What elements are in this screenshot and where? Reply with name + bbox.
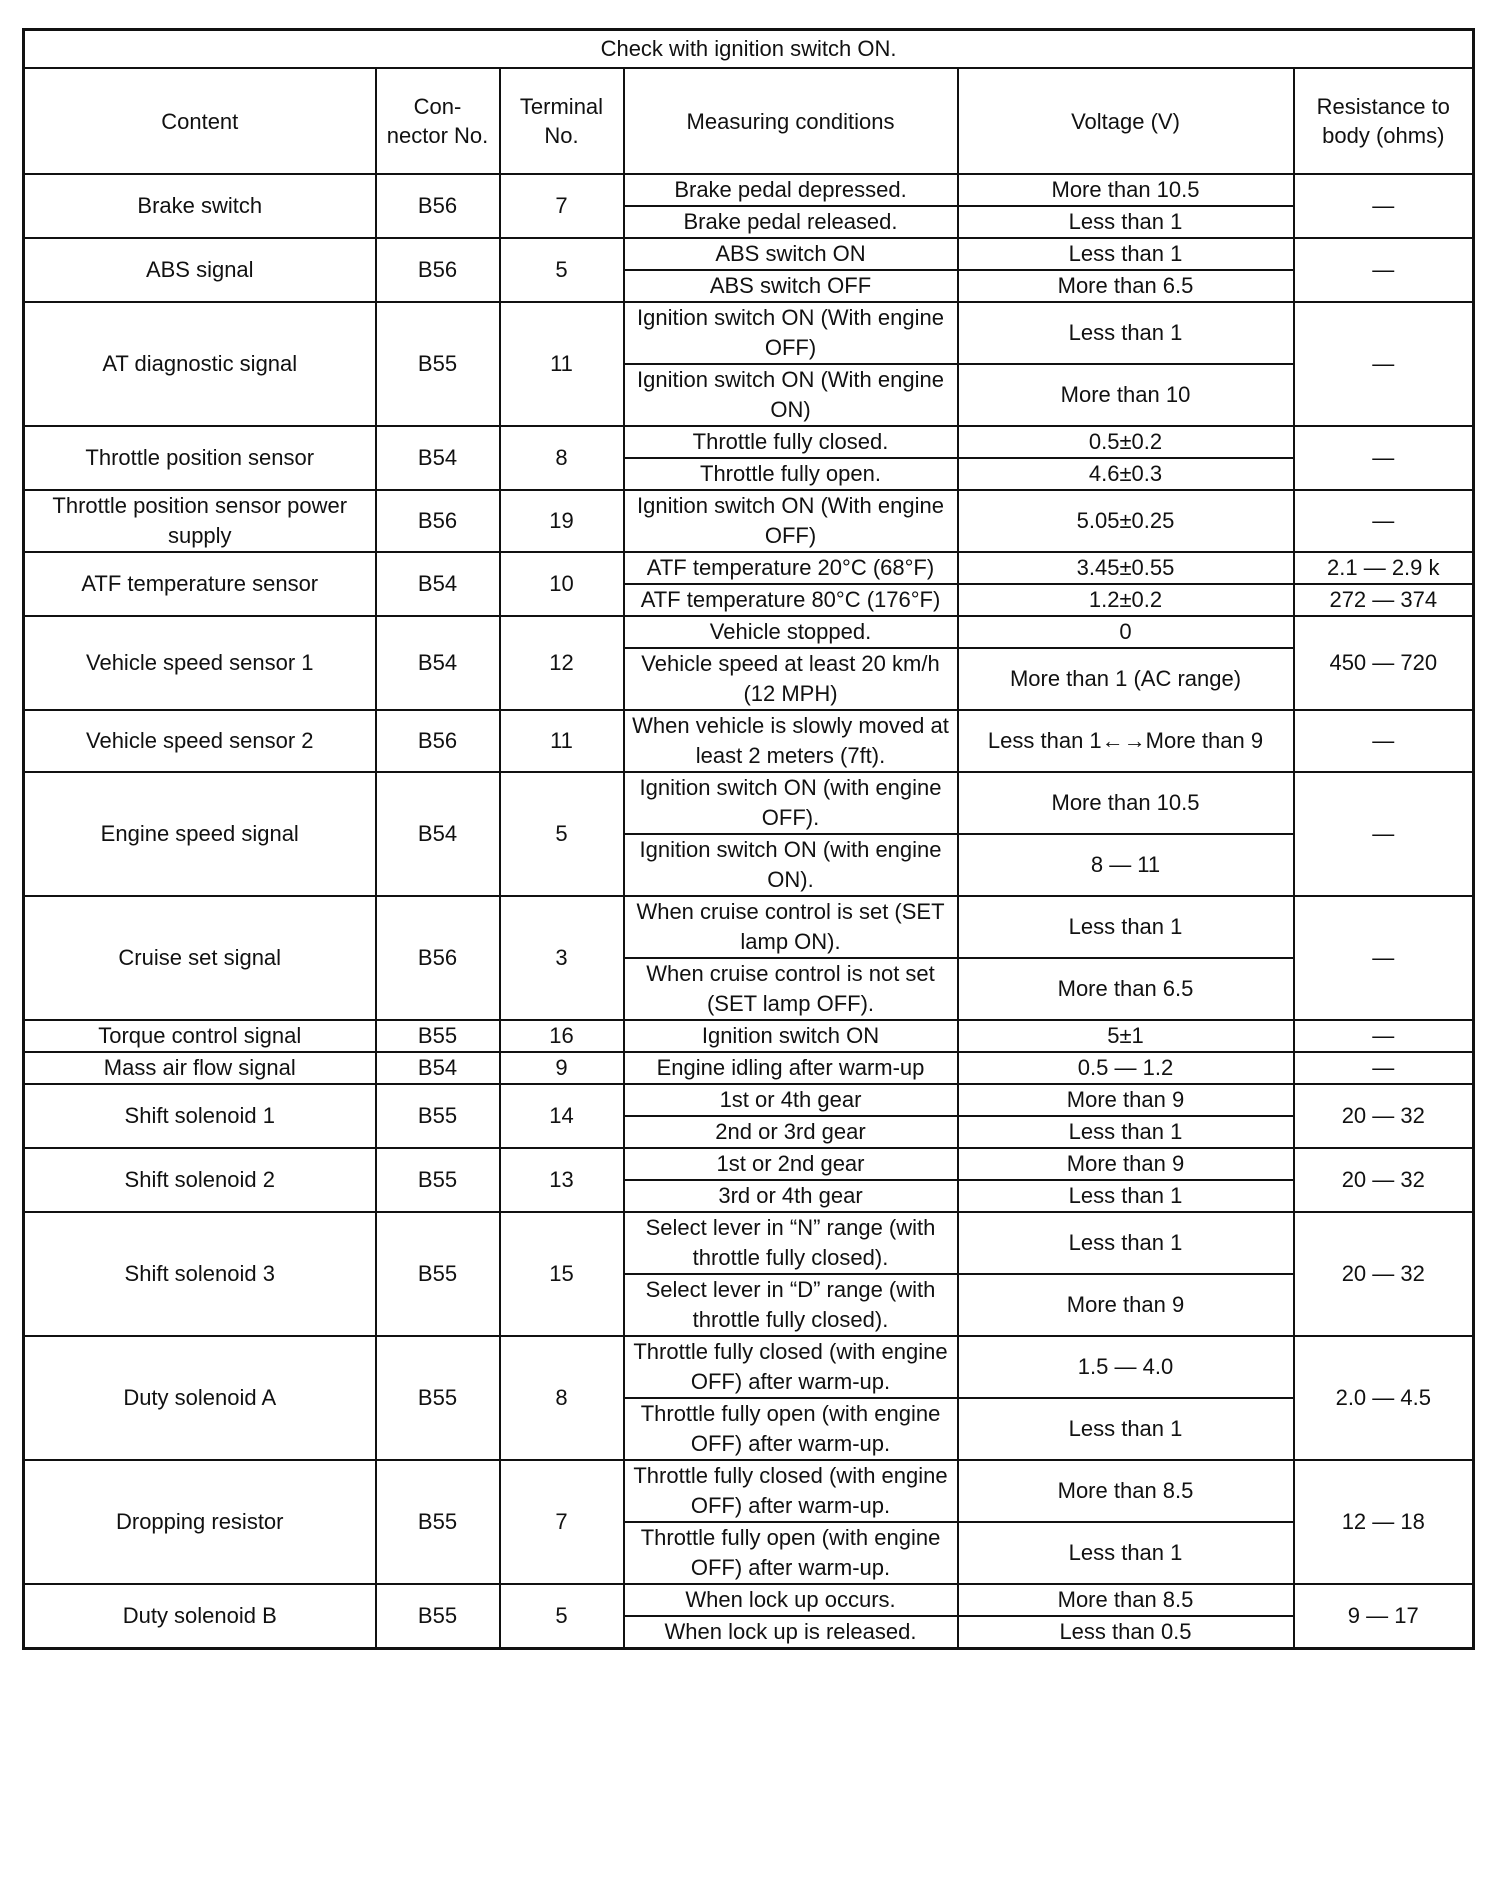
resistance-cell: — [1294, 896, 1474, 1020]
voltage-cell: 3.45±0.55 [958, 552, 1294, 584]
connector-cell: B55 [376, 1584, 500, 1649]
condition-cell: ABS switch OFF [624, 270, 958, 302]
condition-cell: Throttle fully closed (with engine OFF) after warm-up. [624, 1336, 958, 1398]
table-title: Check with ignition switch ON. [24, 30, 1474, 69]
table-row [24, 552, 1474, 584]
terminal-cell: 10 [500, 552, 624, 616]
voltage-cell: More than 10.5 [958, 772, 1294, 834]
connector-cell: B56 [376, 490, 500, 552]
voltage-cell: Less than 1 [958, 1180, 1294, 1212]
connector-cell: B55 [376, 1148, 500, 1212]
condition-cell: Throttle fully open (with engine OFF) after warm-up. [624, 1522, 958, 1584]
col-header-terminal: Terminal No. [500, 68, 624, 174]
col-header-conditions: Measuring conditions [624, 68, 958, 174]
condition-cell: Select lever in “N” range (with throttle fully closed). [624, 1212, 958, 1274]
table-row [24, 426, 1474, 458]
condition-cell: Ignition switch ON (with engine OFF). [624, 772, 958, 834]
table-row [24, 174, 1474, 206]
connector-cell: B56 [376, 238, 500, 302]
voltage-cell: Less than 1 [958, 206, 1294, 238]
terminal-cell: 7 [500, 174, 624, 238]
table-row [24, 1148, 1474, 1180]
content-cell: Throttle position sensor [24, 426, 376, 490]
table-row [24, 1020, 1474, 1052]
table-row [24, 490, 1474, 552]
condition-cell: Ignition switch ON (with engine ON). [624, 834, 958, 896]
connector-cell: B54 [376, 426, 500, 490]
col-header-content: Content [24, 68, 376, 174]
resistance-cell: — [1294, 490, 1474, 552]
resistance-cell: — [1294, 710, 1474, 772]
condition-cell: Engine idling after warm-up [624, 1052, 958, 1084]
condition-cell: When cruise control is not set (SET lamp OFF). [624, 958, 958, 1020]
connector-cell: B54 [376, 552, 500, 616]
connector-cell: B54 [376, 772, 500, 896]
table-row [24, 1460, 1474, 1522]
condition-cell: ATF temperature 20°C (68°F) [624, 552, 958, 584]
voltage-cell: More than 8.5 [958, 1460, 1294, 1522]
voltage-cell: More than 10.5 [958, 174, 1294, 206]
col-header-connector: Con- nector No. [376, 68, 500, 174]
condition-cell: Ignition switch ON (With engine OFF) [624, 302, 958, 364]
voltage-cell: Less than 1 [958, 238, 1294, 270]
resistance-cell: — [1294, 238, 1474, 302]
content-cell: Brake switch [24, 174, 376, 238]
connector-cell: B54 [376, 616, 500, 710]
terminal-cell: 11 [500, 710, 624, 772]
condition-cell: When lock up occurs. [624, 1584, 958, 1616]
resistance-cell: — [1294, 772, 1474, 896]
resistance-cell: 450 — 720 [1294, 616, 1474, 710]
table-row [24, 1212, 1474, 1274]
condition-cell: Brake pedal depressed. [624, 174, 958, 206]
condition-cell: Vehicle speed at least 20 km/h (12 MPH) [624, 648, 958, 710]
condition-cell: 3rd or 4th gear [624, 1180, 958, 1212]
connector-cell: B55 [376, 1084, 500, 1148]
connector-cell: B56 [376, 710, 500, 772]
content-cell: AT diagnostic signal [24, 302, 376, 426]
terminal-cell: 16 [500, 1020, 624, 1052]
resistance-cell: 20 — 32 [1294, 1148, 1474, 1212]
voltage-cell: 4.6±0.3 [958, 458, 1294, 490]
terminal-cell: 5 [500, 1584, 624, 1649]
voltage-cell: Less than 1 [958, 1212, 1294, 1274]
voltage-cell: 0 [958, 616, 1294, 648]
table-row [24, 616, 1474, 648]
connector-cell: B55 [376, 1460, 500, 1584]
resistance-cell: 2.0 — 4.5 [1294, 1336, 1474, 1460]
resistance-cell: 20 — 32 [1294, 1084, 1474, 1148]
condition-cell: When vehicle is slowly moved at least 2 meters (7ft). [624, 710, 958, 772]
voltage-cell: 0.5 — 1.2 [958, 1052, 1294, 1084]
voltage-cell: More than 9 [958, 1148, 1294, 1180]
terminal-cell: 7 [500, 1460, 624, 1584]
voltage-cell: 0.5±0.2 [958, 426, 1294, 458]
content-cell: ATF temperature sensor [24, 552, 376, 616]
content-cell: Dropping resistor [24, 1460, 376, 1584]
content-cell: Vehicle speed sensor 2 [24, 710, 376, 772]
voltage-cell: 1.5 — 4.0 [958, 1336, 1294, 1398]
terminal-cell: 13 [500, 1148, 624, 1212]
condition-cell: When cruise control is set (SET lamp ON). [624, 896, 958, 958]
resistance-cell: 272 — 374 [1294, 584, 1474, 616]
voltage-cell: More than 6.5 [958, 270, 1294, 302]
content-cell: Throttle position sensor power supply [24, 490, 376, 552]
voltage-cell: Less than 1 [958, 896, 1294, 958]
voltage-cell: 8 — 11 [958, 834, 1294, 896]
resistance-cell: — [1294, 174, 1474, 238]
table-row [24, 1336, 1474, 1398]
condition-cell: Throttle fully closed. [624, 426, 958, 458]
terminal-cell: 5 [500, 772, 624, 896]
table-row [24, 1084, 1474, 1116]
voltage-cell: Less than 1 [958, 1116, 1294, 1148]
terminal-cell: 9 [500, 1052, 624, 1084]
table-row [24, 1052, 1474, 1084]
table-row [24, 238, 1474, 270]
voltage-cell: More than 6.5 [958, 958, 1294, 1020]
ignition-check-sheet [22, 28, 1475, 1650]
terminal-cell: 15 [500, 1212, 624, 1336]
voltage-cell: 5.05±0.25 [958, 490, 1294, 552]
connector-cell: B55 [376, 1020, 500, 1052]
condition-cell: Throttle fully open (with engine OFF) after warm-up. [624, 1398, 958, 1460]
table-row [24, 896, 1474, 958]
content-cell: Shift solenoid 2 [24, 1148, 376, 1212]
resistance-cell: — [1294, 1052, 1474, 1084]
condition-cell: Select lever in “D” range (with throttle fully closed). [624, 1274, 958, 1336]
content-cell: Cruise set signal [24, 896, 376, 1020]
voltage-cell: Less than 0.5 [958, 1616, 1294, 1649]
resistance-cell: — [1294, 1020, 1474, 1052]
terminal-cell: 12 [500, 616, 624, 710]
table-row [24, 302, 1474, 364]
condition-cell: 1st or 4th gear [624, 1084, 958, 1116]
condition-cell: ATF temperature 80°C (176°F) [624, 584, 958, 616]
terminal-cell: 8 [500, 426, 624, 490]
condition-cell: 2nd or 3rd gear [624, 1116, 958, 1148]
content-cell: Engine speed signal [24, 772, 376, 896]
voltage-cell: More than 8.5 [958, 1584, 1294, 1616]
voltage-cell: More than 10 [958, 364, 1294, 426]
terminal-cell: 11 [500, 302, 624, 426]
content-cell: Torque control signal [24, 1020, 376, 1052]
voltage-cell: Less than 1←→More than 9 [958, 710, 1294, 772]
resistance-cell: 12 — 18 [1294, 1460, 1474, 1584]
ignition-check-table [22, 28, 1475, 1650]
col-header-resistance: Resistance to body (ohms) [1294, 68, 1474, 174]
voltage-cell: 1.2±0.2 [958, 584, 1294, 616]
condition-cell: ABS switch ON [624, 238, 958, 270]
connector-cell: B56 [376, 174, 500, 238]
condition-cell: Throttle fully closed (with engine OFF) after warm-up. [624, 1460, 958, 1522]
condition-cell: Ignition switch ON (With engine OFF) [624, 490, 958, 552]
content-cell: Mass air flow signal [24, 1052, 376, 1084]
content-cell: Duty solenoid A [24, 1336, 376, 1460]
connector-cell: B55 [376, 302, 500, 426]
condition-cell: Ignition switch ON (With engine ON) [624, 364, 958, 426]
col-header-voltage: Voltage (V) [958, 68, 1294, 174]
voltage-cell: Less than 1 [958, 1398, 1294, 1460]
voltage-cell: Less than 1 [958, 1522, 1294, 1584]
condition-cell: Vehicle stopped. [624, 616, 958, 648]
voltage-cell: Less than 1 [958, 302, 1294, 364]
terminal-cell: 5 [500, 238, 624, 302]
content-cell: Shift solenoid 3 [24, 1212, 376, 1336]
content-cell: Duty solenoid B [24, 1584, 376, 1649]
connector-cell: B55 [376, 1336, 500, 1460]
voltage-cell: 5±1 [958, 1020, 1294, 1052]
table-row [24, 710, 1474, 772]
table-row [24, 772, 1474, 834]
terminal-cell: 3 [500, 896, 624, 1020]
resistance-cell: 2.1 — 2.9 k [1294, 552, 1474, 584]
resistance-cell: 20 — 32 [1294, 1212, 1474, 1336]
resistance-cell: — [1294, 302, 1474, 426]
condition-cell: Throttle fully open. [624, 458, 958, 490]
resistance-cell: — [1294, 426, 1474, 490]
terminal-cell: 19 [500, 490, 624, 552]
content-cell: ABS signal [24, 238, 376, 302]
voltage-cell: More than 9 [958, 1274, 1294, 1336]
terminal-cell: 8 [500, 1336, 624, 1460]
condition-cell: Ignition switch ON [624, 1020, 958, 1052]
voltage-cell: More than 9 [958, 1084, 1294, 1116]
condition-cell: When lock up is released. [624, 1616, 958, 1649]
resistance-cell: 9 — 17 [1294, 1584, 1474, 1649]
table-row [24, 1584, 1474, 1616]
voltage-cell: More than 1 (AC range) [958, 648, 1294, 710]
terminal-cell: 14 [500, 1084, 624, 1148]
connector-cell: B56 [376, 896, 500, 1020]
condition-cell: Brake pedal released. [624, 206, 958, 238]
connector-cell: B55 [376, 1212, 500, 1336]
condition-cell: 1st or 2nd gear [624, 1148, 958, 1180]
content-cell: Vehicle speed sensor 1 [24, 616, 376, 710]
connector-cell: B54 [376, 1052, 500, 1084]
content-cell: Shift solenoid 1 [24, 1084, 376, 1148]
